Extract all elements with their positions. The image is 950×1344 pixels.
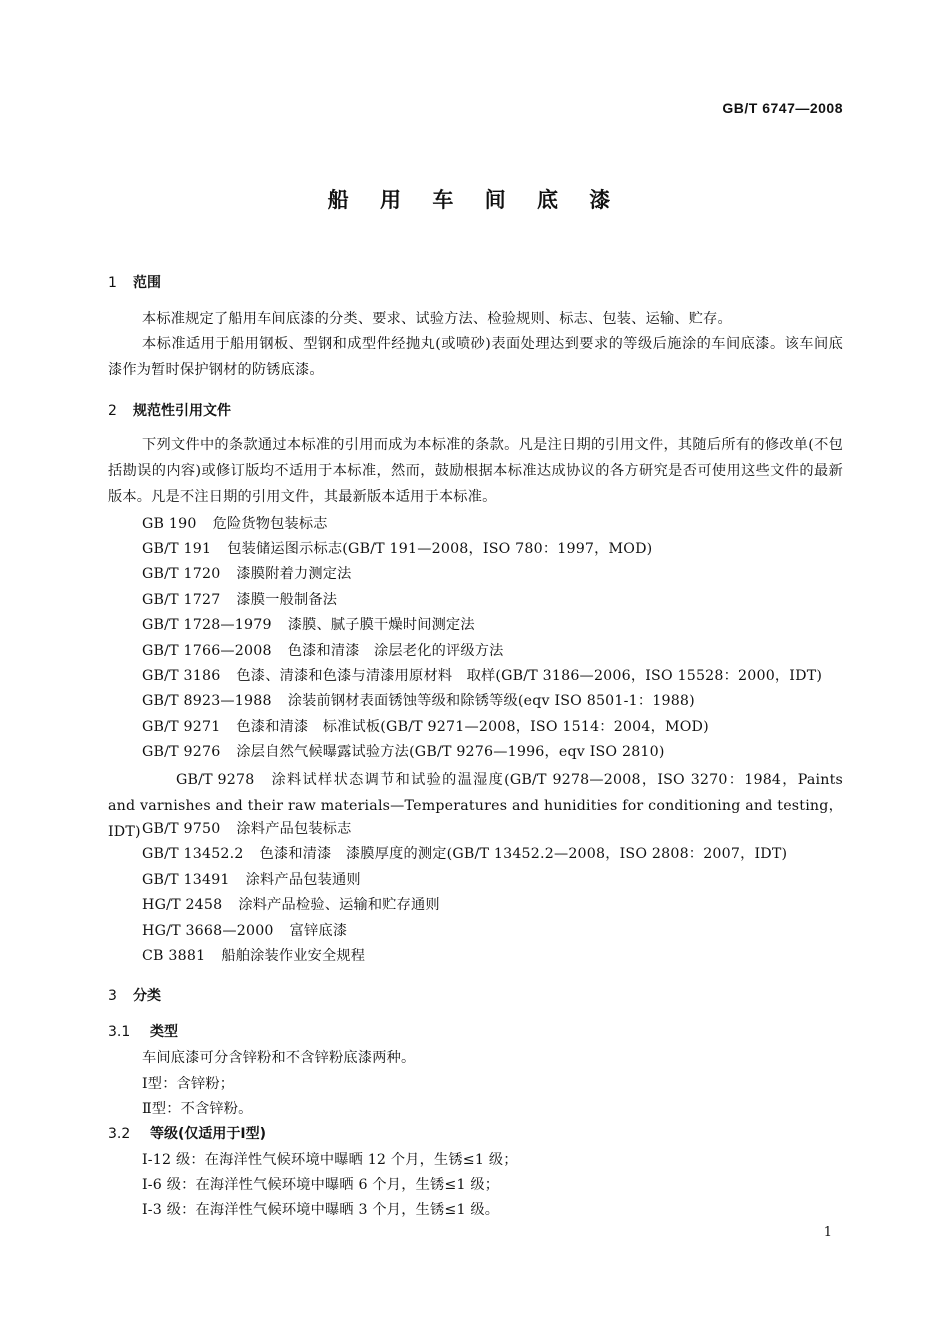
section-number: 2	[108, 403, 117, 419]
reference-title: 色漆和清漆 涂层老化的评级方法	[287, 643, 504, 659]
reference-title: 涂装前钢材表面锈蚀等级和除锈等级(eqv ISO 8501-1：1988)	[287, 693, 695, 709]
section-title: 等级(仅适用于Ⅰ型)	[150, 1126, 267, 1142]
reference-code: GB/T 1720	[142, 566, 221, 582]
reference-code: GB/T 9750	[142, 821, 221, 837]
reference-item	[142, 920, 347, 940]
reference-code: HG/T 3668—2000	[142, 923, 274, 939]
reference-title: 涂料产品包装标志	[236, 821, 352, 837]
reference-code: GB/T 9276	[142, 744, 221, 760]
text-line: Ⅰ-6 级：在海洋性气候环境中曝晒 6 个月，生锈≤1 级；	[142, 1177, 500, 1193]
text-line: Ⅰ-3 级：在海洋性气候环境中曝晒 3 个月，生锈≤1 级。	[142, 1202, 500, 1218]
reference-code: GB/T 13452.2	[142, 846, 244, 862]
paragraph: 本标准适用于船用钢板、型钢和成型件经抛丸(或喷砂)表面处理达到要求的等级后施涂的车间底漆。该车间底漆作为暂时保护钢材的防锈底漆。	[108, 336, 843, 378]
reference-item	[142, 945, 365, 965]
text-line: 车间底漆可分含锌粉和不含锌粉底漆两种。	[142, 1050, 416, 1066]
reference-item	[142, 614, 475, 634]
page-number: 1	[823, 1225, 832, 1240]
reference-code: CB 3881	[142, 948, 206, 964]
reference-item	[142, 741, 665, 761]
reference-code: GB/T 1766—2008	[142, 643, 272, 659]
reference-item	[142, 589, 337, 609]
reference-item	[142, 538, 652, 558]
subsection-3-2-heading	[108, 1123, 266, 1143]
reference-title: 漆膜附着力测定法	[236, 566, 352, 582]
section-number: 1	[108, 275, 117, 291]
section-title: 分类	[133, 988, 161, 1004]
reference-code: HG/T 2458	[142, 897, 223, 913]
reference-title: 漆膜、腻子膜干燥时间测定法	[287, 617, 475, 633]
reference-code: GB 190	[142, 516, 197, 532]
reference-title: 色漆和清漆 标准试板(GB/T 9271—2008，ISO 1514：2004，MOD)	[236, 719, 709, 735]
reference-title: 船舶涂装作业安全规程	[221, 948, 366, 964]
reference-code: GB/T 8923—1988	[142, 693, 272, 709]
reference-title: 涂料产品检验、运输和贮存通则	[238, 897, 440, 913]
reference-title: 危险货物包装标志	[212, 516, 328, 532]
section-title: 规范性引用文件	[133, 403, 231, 419]
section-2-heading	[108, 400, 231, 420]
paragraph: 本标准规定了船用车间底漆的分类、要求、试验方法、检验规则、标志、包装、运输、贮存。	[142, 311, 732, 327]
reference-code: GB/T 3186	[142, 668, 221, 684]
text-line: Ⅱ型：不含锌粉。	[142, 1101, 253, 1117]
reference-title: 涂层自然气候曝露试验方法(GB/T 9276—1996，eqv ISO 2810)	[236, 744, 665, 760]
section-number: 3.2	[108, 1126, 131, 1142]
reference-title: 色漆、清漆和色漆与清漆用原材料 取样(GB/T 3186—2006，ISO 15528：2000，IDT)	[236, 668, 823, 684]
reference-item	[142, 818, 352, 838]
reference-code: GB/T 1727	[142, 592, 221, 608]
section-title: 范围	[133, 275, 161, 291]
reference-code: GB/T 9278	[176, 772, 255, 788]
standard-code: GB/T 6747—2008	[722, 100, 843, 116]
subsection-3-1-heading	[108, 1021, 178, 1041]
reference-title: 富锌底漆	[289, 923, 348, 939]
reference-item	[142, 869, 361, 889]
text-line: Ⅰ型：含锌粉；	[142, 1076, 235, 1092]
section-1-heading	[108, 272, 161, 292]
section-number: 3.1	[108, 1024, 131, 1040]
document-title: 船 用 车 间 底 漆	[327, 188, 623, 212]
paragraph: 下列文件中的条款通过本标准的引用而成为本标准的条款。凡是注日期的引用文件，其随后所有的修改单(不包括勘误的内容)或修订版均不适用于本标准，然而，鼓励根据本标准达成协议的各方研究是否可使用这些文件的最新版本。凡是不注日期的引用文件，其最新版本适用于本标准。	[108, 437, 843, 505]
reference-code: GB/T 191	[142, 541, 212, 557]
reference-code: GB/T 1728—1979	[142, 617, 272, 633]
reference-title: 涂料试样状态调节和试验的温湿度(GB/T 9278—2008，ISO 3270：1984，Paints and varnishes and their raw materials—Temperatures and hunidities for conditioning and testing，IDT)	[108, 772, 843, 840]
reference-title: 漆膜一般制备法	[236, 592, 338, 608]
reference-title: 涂料产品包装通则	[245, 872, 361, 888]
reference-code: GB/T 13491	[142, 872, 230, 888]
reference-title: 包装储运图示标志(GB/T 191—2008，ISO 780：1997，MOD)	[227, 541, 653, 557]
reference-code: GB/T 9271	[142, 719, 221, 735]
reference-item	[142, 843, 787, 863]
reference-item	[142, 894, 440, 914]
section-title: 类型	[150, 1024, 178, 1040]
reference-item	[142, 563, 352, 583]
reference-item	[142, 716, 709, 736]
reference-item	[142, 690, 695, 710]
section-3-heading	[108, 985, 161, 1005]
reference-item	[142, 640, 504, 660]
reference-item	[142, 665, 822, 685]
text-line: Ⅰ-12 级：在海洋性气候环境中曝晒 12 个月，生锈≤1 级；	[142, 1152, 518, 1168]
reference-item	[142, 513, 328, 533]
reference-title: 色漆和清漆 漆膜厚度的测定(GB/T 13452.2—2008，ISO 2808：2007，IDT)	[259, 846, 788, 862]
section-number: 3	[108, 988, 117, 1004]
